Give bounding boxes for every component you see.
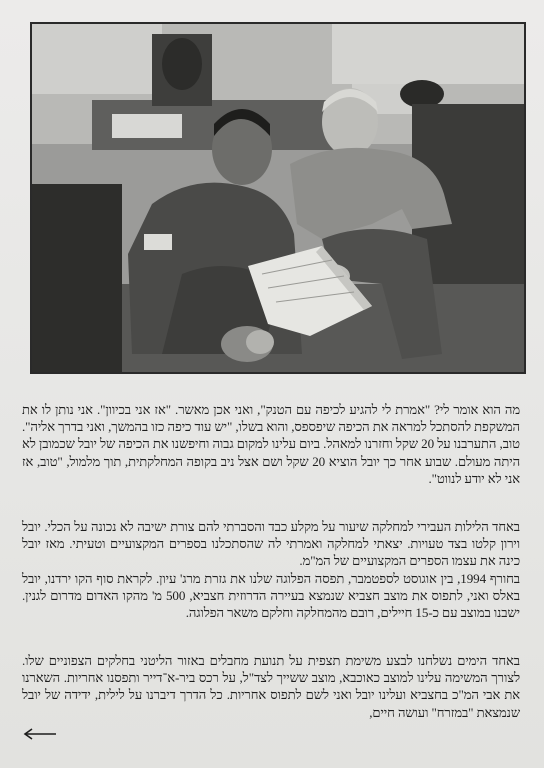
paragraph: מה הוא אומר לי? "אמרת לי להגיע לכיפה עם הטנק", ואני אכן מאשר. "אז אני בכיוון". אני נותן לו את המשקפת להסתכל למראה את הכיפה שיפספס, והוא בשלו, "יש עוד כיפה כזו בהמשך, ואני בדרך אליה". טוב, התערבנו על 20 שקל וחזרנו למאהל. ביום עלינו למקום גבוה וחיפשנו את הכיפה של יובל שכמובן לא היתה מעולם. שבוע אחר כך יובל הוציא 20 שקל ושם אצל ניב בקופה המחלקתית, תוך מלמול, "טוב, אז אני לא יודע לנווט". [22, 402, 521, 486]
paragraph: בחורף 1994, בין אוגוסט לספטמבר, תפסה הפלוגה שלנו את גזרת מרג' עיון. לקראת סוף הקו ירדנו, יובל באלס ואני, לתפוס את מוצב חצביא שנמצא בעיירה הדרוזית חצביא, 500 מ' מהקו האדום מדרום לגנין. ישבנו במוצב עם כ-15 חיילים, רובם מהמחלקה וחלקם משאר הפלוגה. [22, 571, 520, 621]
paragraph: באחד הימים נשלחנו לבצע משימת תצפית על תנועת מחבלים באזור הליטני בחלקים הצפוניים שלו. לצורך המשימה עלינו למוצב כאוכבא, מוצב ששייך לצד"ל, על רכס ביר-א־דייר ותפסנו אחריות. השארנו את אבי המ"כ בחצביא ועלינו יובל ואני לשם לתפוס אחריות. כל הדרך דיברנו על לילית, ידידה של יובל שנמצאת "במזרח" ועושה חיים, [22, 653, 520, 720]
paragraph: באחד הלילות העבירי למחלקה שיעור על מקלע כבד והסברתי להם צורת ישיבה לא נכונה על הכלי. יובל וירון קלטו בצד טעויות. יצאתי למחלקה ואמרתי לה שהסתכלנו בספרים המקצועיים וטעיתי. מאז יובל כינה את עצמו הספרים המקצועיים של המ"מ. [22, 519, 520, 569]
arrow-left-icon [22, 728, 58, 740]
photograph [30, 22, 526, 374]
